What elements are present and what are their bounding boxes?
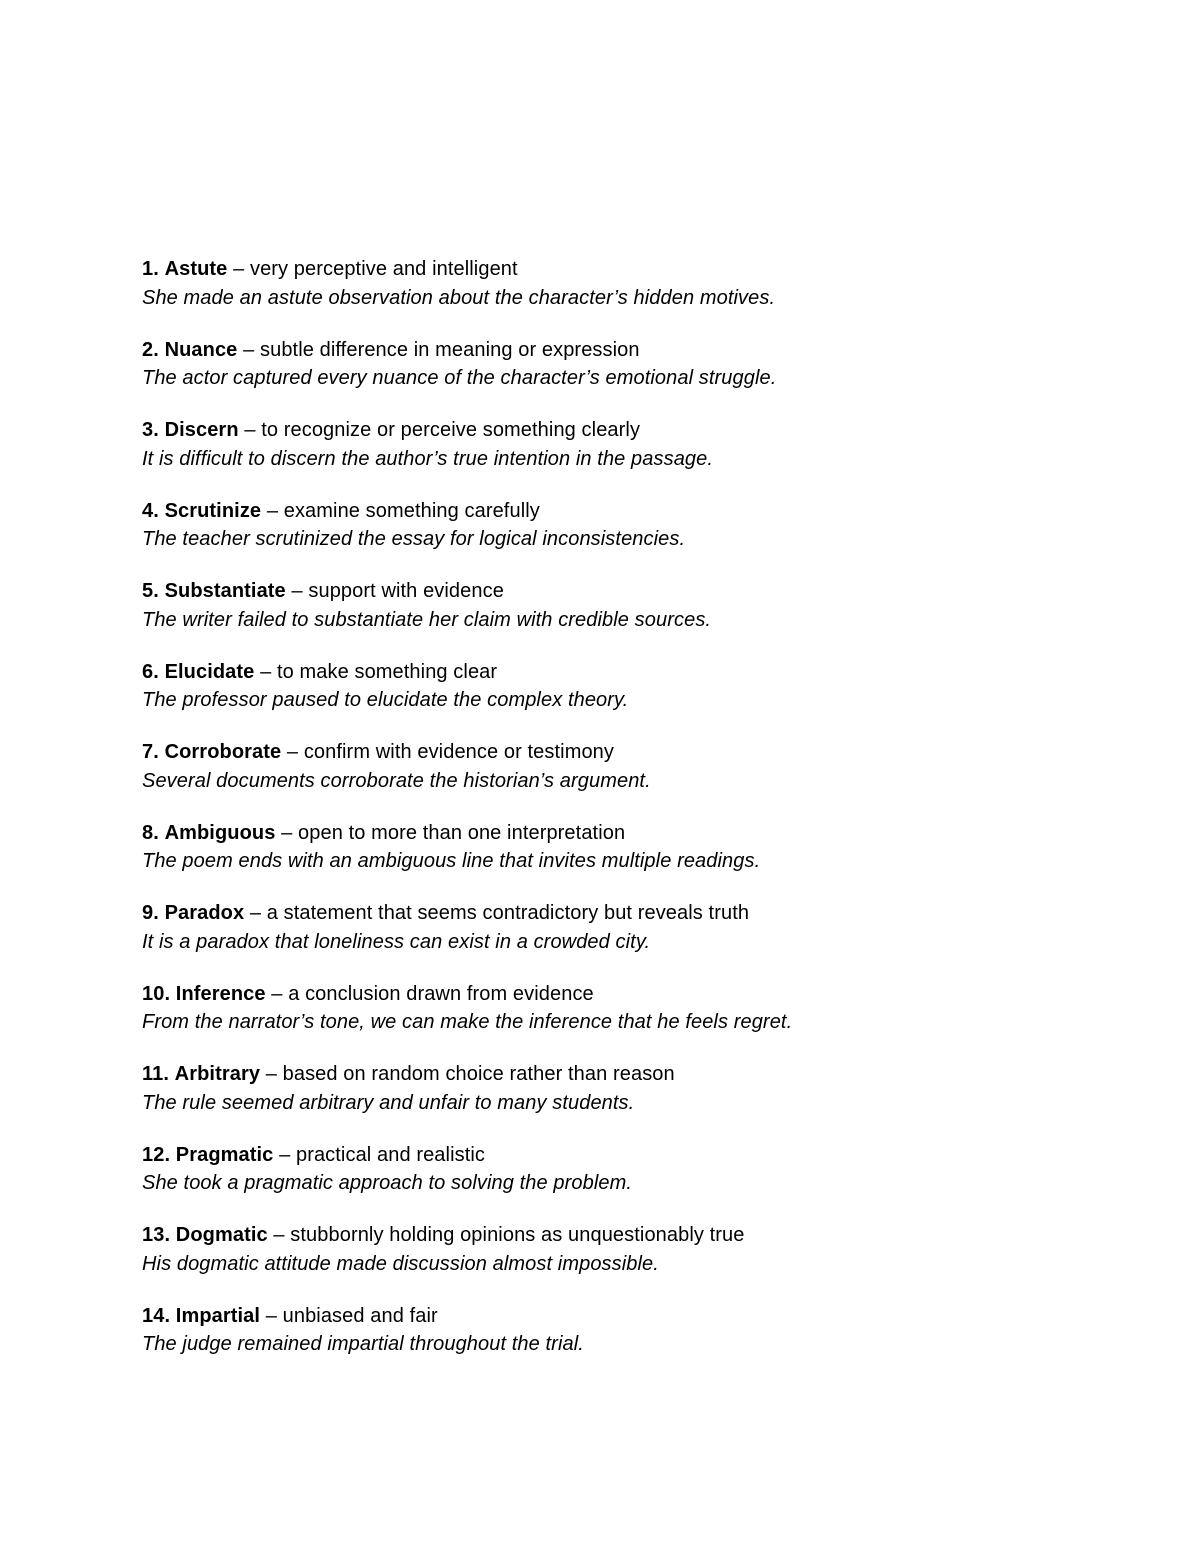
dash-separator: – — [286, 741, 299, 763]
definition-text: a conclusion drawn from evidence — [288, 982, 594, 1005]
definition-text: examine something carefully — [283, 499, 540, 522]
entry-number: 11. — [142, 1063, 169, 1085]
definition-text: stubbornly holding opinions as unquestionably true — [290, 1224, 745, 1246]
definition-text: very perceptive and intelligent — [249, 258, 518, 280]
term-line — [142, 819, 1142, 848]
example-sentence: The actor captured every nuance of the character’s emotional struggle. — [142, 367, 777, 389]
definition-text: practical and realistic — [295, 1143, 486, 1166]
definition-text: based on random choice rather than reason — [282, 1063, 675, 1085]
example-sentence: The poem ends with an ambiguous line that invites multiple readings. — [142, 850, 761, 872]
entry-number: 1. — [142, 258, 159, 280]
dash-separator: – — [265, 1304, 277, 1327]
vocab-word: Scrutinize — [164, 499, 262, 522]
dash-separator: – — [271, 982, 283, 1005]
dash-separator: – — [266, 499, 279, 522]
dash-separator: – — [279, 1143, 291, 1166]
vocab-entry-discern — [142, 416, 1142, 497]
vocab-word: Elucidate — [164, 660, 255, 683]
example-sentence: The writer failed to substantiate her claim with credible sources. — [142, 608, 712, 631]
entry-number: 10. — [142, 982, 171, 1005]
vocab-word: Dogmatic — [175, 1224, 268, 1246]
example-sentence: From the narrator’s tone, we can make the inference that he feels regret. — [142, 1011, 793, 1033]
vocab-word: Inference — [175, 982, 266, 1005]
dash-separator: – — [281, 821, 293, 844]
term-line — [142, 336, 1142, 365]
example-sentence: She took a pragmatic approach to solving the problem. — [142, 1172, 633, 1194]
vocab-entry-substantiate — [142, 577, 1142, 658]
example-sentence: The professor paused to elucidate the complex theory. — [142, 689, 629, 711]
definition-text: support with evidence — [308, 580, 504, 602]
vocab-word: Arbitrary — [174, 1063, 261, 1085]
term-line — [142, 658, 1142, 687]
dash-separator: – — [249, 902, 262, 924]
vocab-word: Impartial — [175, 1304, 261, 1327]
vocab-entry-arbitrary — [142, 1060, 1142, 1141]
definition-text: a statement that seems contradictory but reveals truth — [266, 902, 750, 924]
entry-number: 3. — [142, 419, 159, 441]
term-line — [142, 899, 1142, 928]
vocab-entry-scrutinize — [142, 497, 1142, 578]
vocab-entry-nuance — [142, 336, 1142, 417]
definition-text: open to more than one interpretation — [298, 821, 626, 844]
entry-number: 4. — [142, 499, 159, 522]
definition-text: subtle difference in meaning or expression — [260, 338, 640, 361]
vocab-word: Discern — [164, 419, 239, 441]
vocab-entry-elucidate — [142, 658, 1142, 739]
term-line — [142, 738, 1142, 767]
example-sentence: It is a paradox that loneliness can exist in a crowded city. — [142, 930, 651, 953]
dash-separator: – — [291, 580, 303, 602]
term-line — [142, 577, 1142, 606]
vocab-entry-dogmatic — [142, 1221, 1142, 1302]
entry-number: 2. — [142, 338, 159, 361]
vocab-entry-pragmatic — [142, 1141, 1142, 1222]
example-sentence: The rule seemed arbitrary and unfair to many students. — [142, 1091, 635, 1114]
vocabulary-list — [142, 255, 1142, 1382]
entry-number: 12. — [142, 1143, 171, 1166]
entry-number: 6. — [142, 660, 159, 683]
example-sentence: The teacher scrutinized the essay for logical inconsistencies. — [142, 528, 686, 550]
term-line — [142, 1141, 1142, 1170]
dash-separator: – — [260, 660, 272, 683]
term-line — [142, 1221, 1142, 1250]
term-line — [142, 980, 1142, 1009]
term-line — [142, 416, 1142, 445]
entry-number: 8. — [142, 821, 159, 844]
vocab-word: Ambiguous — [164, 821, 276, 844]
vocab-entry-corroborate — [142, 738, 1142, 819]
entry-number: 13. — [142, 1224, 171, 1246]
example-sentence: The judge remained impartial throughout the trial. — [142, 1333, 584, 1355]
entry-number: 14. — [142, 1304, 171, 1327]
dash-separator: – — [265, 1063, 277, 1085]
definition-text: to recognize or perceive something clearly — [261, 419, 641, 441]
definition-text: to make something clear — [276, 660, 498, 683]
term-line — [142, 497, 1142, 526]
dash-separator: – — [233, 258, 245, 280]
vocab-word: Pragmatic — [175, 1143, 274, 1166]
vocab-word: Paradox — [164, 902, 245, 924]
vocab-entry-ambiguous — [142, 819, 1142, 900]
vocab-word: Substantiate — [164, 580, 286, 602]
vocab-word: Nuance — [164, 338, 238, 361]
vocab-entry-impartial — [142, 1302, 1142, 1383]
example-sentence: She made an astute observation about the character’s hidden motives. — [142, 286, 776, 309]
example-sentence: Several documents corroborate the historian’s argument. — [142, 769, 651, 792]
dash-separator: – — [243, 338, 255, 361]
example-sentence: His dogmatic attitude made discussion almost impossible. — [142, 1252, 659, 1275]
entry-number: 9. — [142, 902, 159, 924]
vocab-entry-inference — [142, 980, 1142, 1061]
entry-number: 5. — [142, 580, 159, 602]
entry-number: 7. — [142, 741, 159, 763]
definition-text: confirm with evidence or testimony — [303, 741, 614, 763]
vocab-entry-paradox — [142, 899, 1142, 980]
term-line — [142, 1302, 1142, 1331]
example-sentence: It is difficult to discern the author’s true intention in the passage. — [142, 447, 714, 470]
term-line — [142, 255, 1142, 284]
vocab-word: Astute — [164, 258, 228, 280]
definition-text: unbiased and fair — [282, 1304, 438, 1327]
term-line — [142, 1060, 1142, 1089]
dash-separator: – — [273, 1224, 285, 1246]
dash-separator: – — [244, 419, 256, 441]
vocab-entry-astute — [142, 255, 1142, 336]
vocab-word: Corroborate — [164, 741, 282, 763]
